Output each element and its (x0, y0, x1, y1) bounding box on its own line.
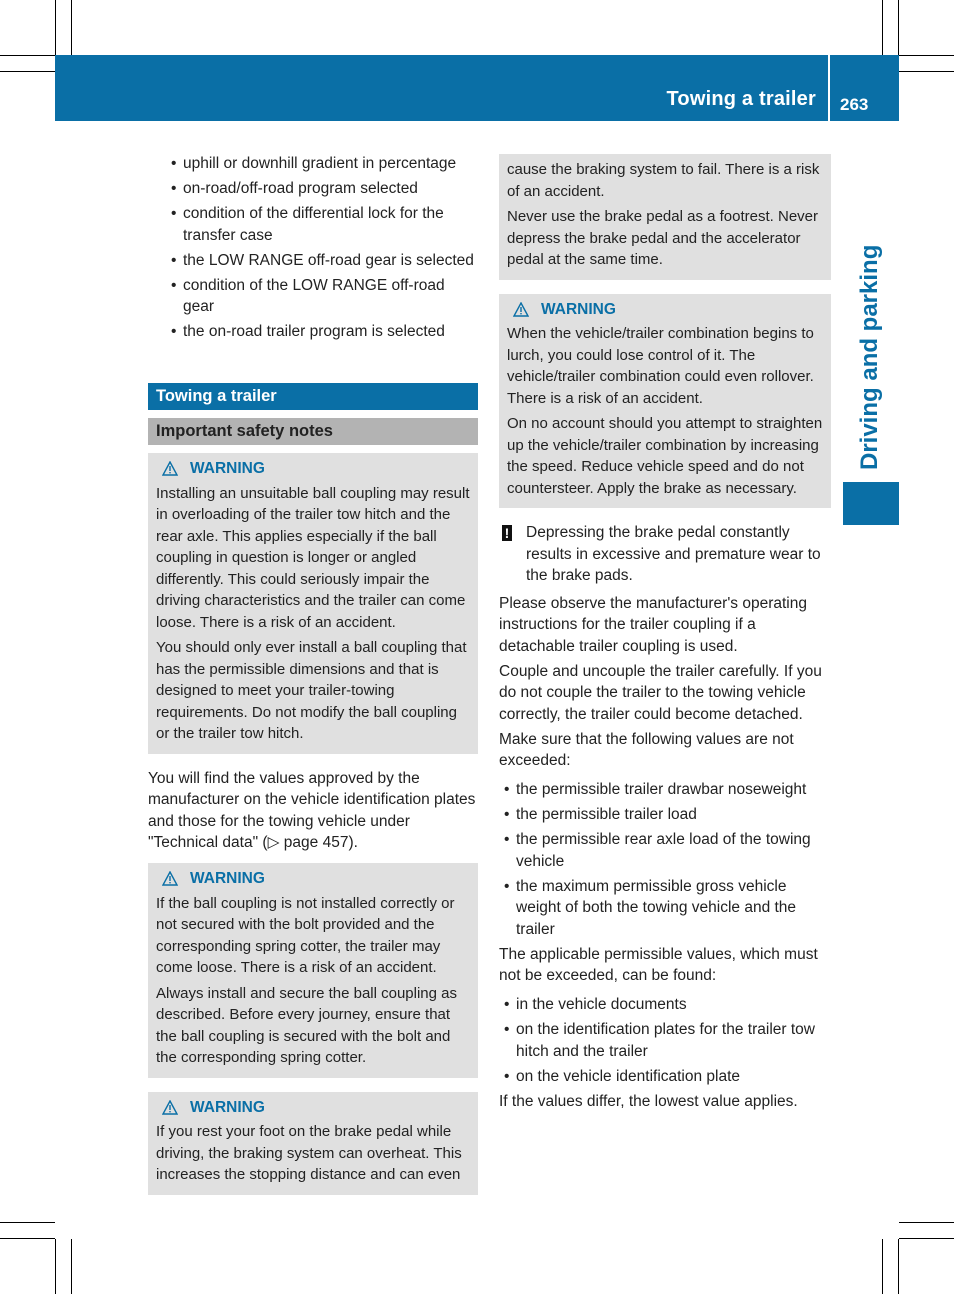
list-item: • condition of the LOW RANGE off-road gear (166, 275, 478, 318)
warning-triangle-icon (162, 871, 178, 886)
body-paragraph: Couple and uncouple the trailer carefully. If you do not couple the trailer to the towing vehicle correctly, the trailer could become detached. (499, 662, 822, 723)
crop-mark (0, 55, 55, 56)
crop-mark (898, 0, 899, 55)
value-list (499, 779, 831, 940)
crop-mark (899, 55, 954, 56)
warning-title (156, 1097, 470, 1119)
list-item: • the permissible trailer load (499, 804, 831, 826)
notice-block (499, 522, 831, 587)
warning-label: WARNING (190, 1098, 265, 1116)
crop-mark (899, 1238, 954, 1239)
list-item: • the permissible rear axle load of the towing vehicle (499, 829, 831, 872)
crop-mark (0, 71, 55, 72)
list-item: • on the identification plates for the trailer tow hitch and the trailer (499, 1019, 831, 1062)
warning-box-continued (499, 154, 831, 280)
warning-box (148, 863, 478, 1078)
notice-text: Depressing the brake pedal constantly results in excessive and premature wear to the brake pads. (526, 524, 821, 584)
crop-mark (899, 71, 954, 72)
warning-text: On no account should you attempt to straighten up the vehicle/trailer combination by increasing the speed. Reduce vehicle speed and do not countersteer. Apply the brake as necessary. (507, 415, 823, 497)
crop-mark (882, 0, 883, 55)
crop-mark (898, 1239, 899, 1294)
list-item: • on-road/off-road program selected (166, 178, 478, 200)
crop-mark (0, 1222, 55, 1223)
warning-text: If you rest your foot on the brake pedal while driving, the braking system can overheat. This increases the stopping distance and can even (156, 1123, 462, 1183)
crop-mark (882, 1239, 883, 1294)
list-item: • the permissible trailer drawbar noseweight (499, 779, 831, 801)
warning-label: WARNING (541, 300, 616, 318)
warning-label: WARNING (190, 460, 265, 477)
warning-text: If the ball coupling is not installed correctly or not secured with the bolt provided and the corresponding spring cotter, the trailer may come loose. There is a risk of an accident. (156, 894, 455, 976)
list-item: • condition of the differential lock for the transfer case (166, 203, 478, 246)
warning-box (148, 1092, 478, 1195)
warning-text: Installing an unsuitable ball coupling may result in overloading of the trailer tow hitch and the rear axle. This applies especially if the ball coupling in question is longer or angled differently. This could seriously impair the driving characteristics and the trailer can come loose. There is a risk of an accident. (156, 484, 470, 631)
list-item: • in the vehicle documents (499, 994, 831, 1016)
exclamation-icon: ! (502, 525, 512, 541)
warning-title (507, 299, 823, 321)
chapter-tab-marker (843, 482, 899, 525)
warning-label: WARNING (190, 870, 265, 887)
warning-title (156, 868, 470, 890)
list-item: • the maximum permissible gross vehicle weight of both the towing vehicle and the trailer (499, 876, 831, 941)
right-column (499, 154, 831, 1116)
body-paragraph: You will find the values approved by the manufacturer on the vehicle identification plates and those for the towing vehicle under "Technical data" (▷ page 457). (148, 769, 476, 851)
section-heading: Towing a trailer (148, 383, 478, 410)
body-paragraph: Please observe the manufacturer's operating instructions for the trailer coupling if a detachable trailer coupling is used. (499, 594, 807, 655)
warning-title (156, 458, 470, 480)
crop-mark (0, 1238, 55, 1239)
crop-mark (71, 0, 72, 55)
warning-box (148, 453, 478, 754)
body-paragraph: Make sure that the following values are not exceeded: (499, 730, 794, 769)
page-title: Towing a trailer (666, 88, 816, 110)
left-column (148, 153, 478, 1195)
warning-triangle-icon (513, 302, 529, 317)
crop-mark (55, 1239, 56, 1294)
page-number: 263 (840, 95, 869, 114)
warning-text: You should only ever install a ball coupling that has the permissible dimensions and that is designed to meet your trailer-towing requirements. Do not modify the ball coupling or the trailer tow hitch. (156, 639, 467, 742)
list-item: • uphill or downhill gradient in percentage (166, 153, 478, 175)
warning-text: cause the braking system to fail. There is a risk of an accident. (507, 161, 820, 200)
body-paragraph: If the values differ, the lowest value applies. (499, 1092, 798, 1110)
warning-text: When the vehicle/trailer combination begins to lurch, you could lose control of it. The vehicle/trailer combination could even rollover. There is a risk of an accident. (507, 325, 814, 407)
warning-triangle-icon (162, 1100, 178, 1115)
list-item: • on the vehicle identification plate (499, 1066, 831, 1088)
chapter-tab-label: Driving and parking (856, 244, 883, 470)
list-item: • the on-road trailer program is selected (166, 321, 478, 343)
body-paragraph: The applicable permissible values, which must not be exceeded, can be found: (499, 945, 818, 984)
warning-text: Never use the brake pedal as a footrest. Never depress the brake pedal and the accelerator pedal at the same time. (507, 208, 819, 268)
crop-mark (71, 1239, 72, 1294)
header-divider (828, 55, 830, 121)
crop-mark (55, 0, 56, 55)
subsection-heading: Important safety notes (148, 418, 478, 445)
crop-mark (899, 1222, 954, 1223)
location-list (499, 994, 831, 1087)
list-item: • the LOW RANGE off-road gear is selected (166, 250, 478, 272)
warning-text: Always install and secure the ball coupling as described. Before every journey, ensure that the ball coupling is secured with the bolt and the corresponding spring cotter. (156, 984, 458, 1066)
warning-box (499, 294, 831, 509)
condition-list (166, 153, 478, 343)
warning-triangle-icon (162, 461, 178, 476)
